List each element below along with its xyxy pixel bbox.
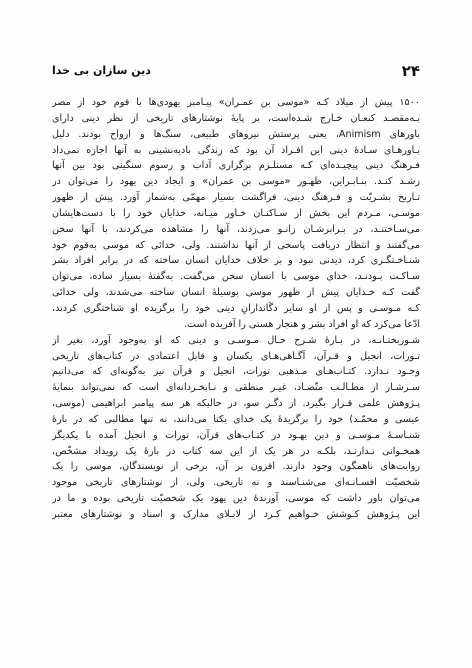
text-line: بـه‌مقصـد کنعـان خـارج شـده‌است، بر پایهٔ نوشتارهای تاریخی از نظر دینی دارای [52, 112, 420, 124]
page-number: ۲۴ [401, 62, 420, 80]
text-line: سـرشـار از مطـالـب متّضـاد، غیـر منطقی و نـابخـردانه‌ای است که نمی‌تواند بنمایهٔ [52, 382, 420, 394]
text-line: شنـاخـتگـری کرد، دیدنی نبود و بر خلاف خدایان انسان ساخته که در برابر افراد بشر [52, 255, 420, 267]
text-line: موسـی، مـردم این بخش از سـاکنـان خـاور میـانه، خدایان خود را با دست‌هایشان [52, 207, 420, 219]
text-line: می‌سـاختنـد، در بـرابرشـان زانـو می‌زدند، آنها را مشاهده می‌کردند، با آنها سخن [52, 223, 420, 235]
text-line: ۱۵۰۰ پیش از میلاد کـه «موسی بن عمـران» پیـامبر یهودی‌ها با قوم خود از مصر [52, 97, 420, 108]
text-line: عیسی و محمّـد) خود را برگزیدهٔ یک خدای یکتا می‌دانند، نه تنها مطالبی که در بارهٔ [52, 413, 420, 425]
text-line: باورهای Animism، یعنی پرستش نیروهای طبیعی، سنگ‌ها و ارواح بودند. دلیل [52, 128, 420, 140]
text-line: ادّعا می‌کرد که او افراد بشر و هنجار هستی را آفریده است. [183, 318, 420, 330]
text-line: روایت‌های ناهمگون وجود دارند. افزون بر آن، برخی از نویسندگان، موسی را یک [52, 461, 420, 473]
text-line: شـوربختـانـه، در بـارهٔ شـرح حـال مـوسـی و دینی که او به‌وجود آورد، بغیر از [52, 334, 420, 346]
body-text [52, 95, 420, 523]
text-line: فـرهنگ دینی پیچیـده‌ای کـه مستلـزم برگزاری آداب و رسوم سنگینی بود بین آنها [52, 160, 420, 172]
text-line: سـاکـت بـودنـد، خدای موسی با انسان سخن می‌گفت. به‌گفتهٔ بسیار ساده، می‌توان [52, 271, 420, 283]
text-line: شنـاسـهٔ مـوسـی و دین یهـود در کتـاب‌های قرآن، تورات و انجیل آمده با یکدیگر [52, 429, 420, 441]
text-line: این پـژوهش کـوشش خـواهیم کـرد از لابـلای مدارک و اسناد و نوشتارهای معتبر [52, 508, 420, 520]
page-header [52, 62, 420, 84]
text-line: تـاریخ بشـریّت و فـرهنگ دینی، فراگشت بسیار مهمّی به‌شمار آورد. پیش از ظهور [52, 192, 420, 204]
text-line: کـه مـوسـی و پس از او سایر دگَاندارانِ دینی خود را برگزیده او شناختگری کردند، [52, 302, 420, 314]
text-line: پـژوهش علمی قـرار بگیرد. از دگـر سو، در حالیکه هر سه پیامبر ابراهیمی (موسی، [52, 398, 420, 410]
text-line: رشـد کنـد. بنـابـراین، ظهـور «موسی بن عمران» و ایجاد دین یهود را می‌توان در [52, 176, 420, 188]
text-line: گفت کـه خـدایان پیش از ظهور موسی بوسیلهٔ انسان ساخته می‌شدند، ولی خدائی [52, 287, 420, 299]
running-title: دین سازان بی خدا [52, 64, 151, 77]
text-line: می‌گفتند و انتظار دریافت پاسخی از آنها نداشتند. ولی، خدائی که موسی به‌قوم خود [52, 239, 420, 251]
text-line: همخـوانی نـدارنـد، بلکـه در هر یک از این سه کتاب در بارهٔ یک رویداد مشخّص، [52, 445, 420, 457]
text-line: می‌توان باور داشت که موسی، آورندهٔ دین یهود یک شخصیّت تاریخی بوده و ما در [52, 493, 420, 505]
text-line: شخصیّت افسـانـه‌ای می‌شنـاسند و نه تاریخی. ولی، از نوشتارهای تاریخی موجود [52, 477, 420, 489]
text-line: تـورات، انجیل و قـرآن، آگـاهی‌هـای یکسان و قابل اعتمادی در کتاب‌های تاریخی [52, 350, 420, 362]
text-line: بـاورهـای سـادهٔ دینی این افـراد آن بود که زندگی بادیه‌نشینی به آنها اجازه نمی‌داد [52, 144, 420, 156]
text-line: وجـود نـدارد. کتـاب‌هـای مـذهبی تورات، انجیل و قرآن نیز به‌گونه‌ای که می‌دانیم [52, 366, 420, 378]
